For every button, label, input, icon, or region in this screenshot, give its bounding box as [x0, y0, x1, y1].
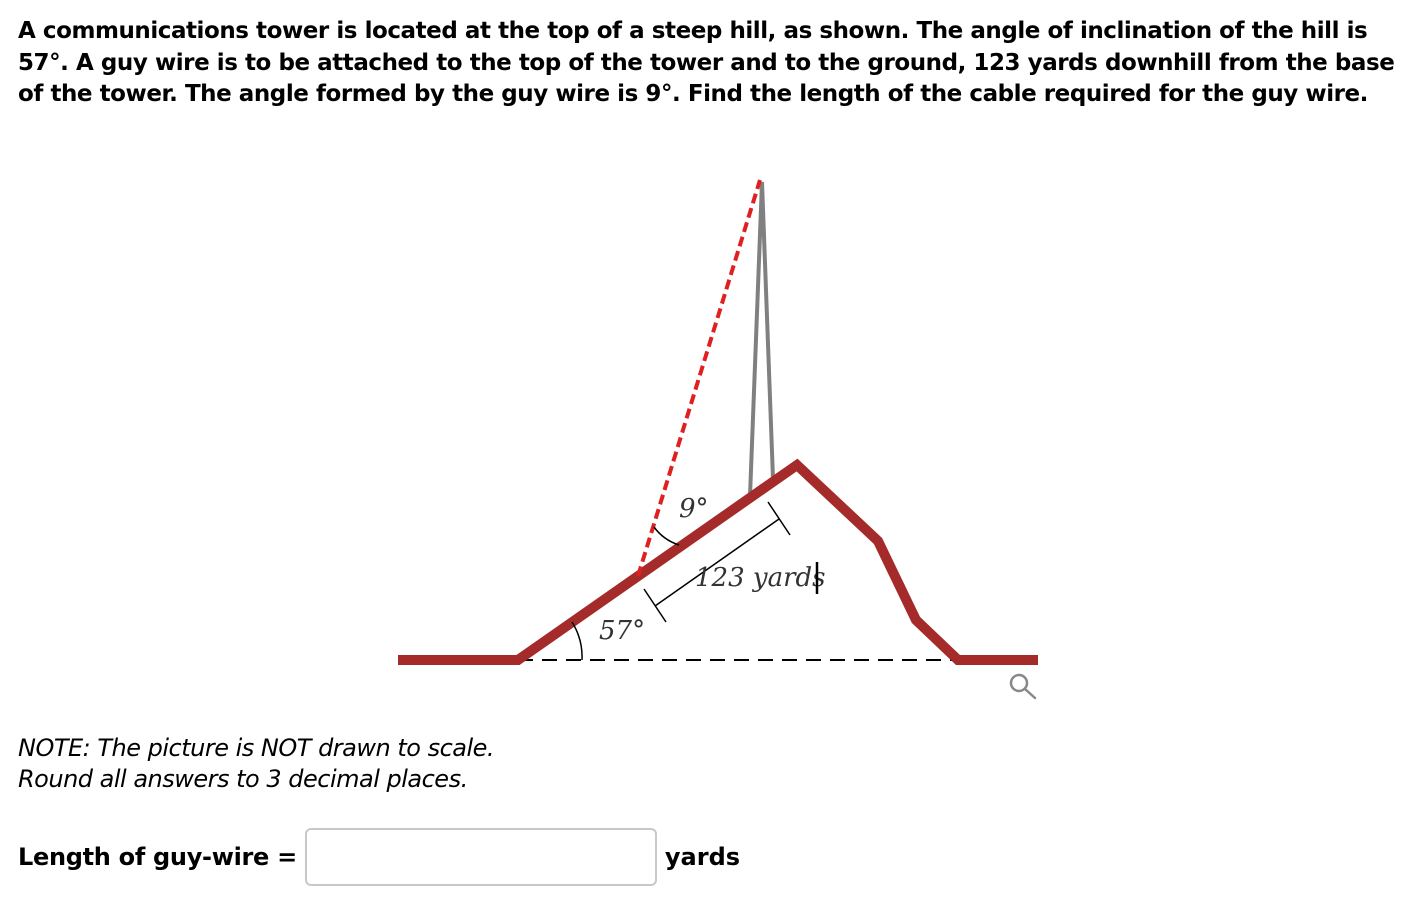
distance-label: 123 yards: [695, 563, 826, 593]
hill-angle-arc: [572, 622, 582, 660]
hill-angle-label: 57°: [599, 616, 646, 646]
tower: [750, 182, 773, 496]
note-rounding: Round all answers to 3 decimal places.: [18, 765, 468, 793]
magnifier-icon[interactable]: [1004, 668, 1040, 704]
note-scale: NOTE: The picture is NOT drawn to scale.: [18, 734, 495, 762]
wire-angle-arc: [654, 527, 679, 545]
answer-label: Length of guy-wire =: [18, 843, 297, 871]
answer-unit: yards: [664, 843, 741, 871]
note: [18, 733, 494, 795]
answer-row: [18, 828, 740, 886]
guy-wire-length-input[interactable]: [305, 828, 657, 886]
wire-angle-label: 9°: [679, 494, 709, 524]
problem-statement: A communications tower is located at the top of a steep hill, as shown. The angle of inclination of the hill is 57°. A guy wire is to be attached to the top of the tower and to the ground, 123 yards downhill from the base of the tower. The angle formed by the guy wire is 9°. Find the length of the cable required for the guy wire.: [18, 18, 1395, 107]
